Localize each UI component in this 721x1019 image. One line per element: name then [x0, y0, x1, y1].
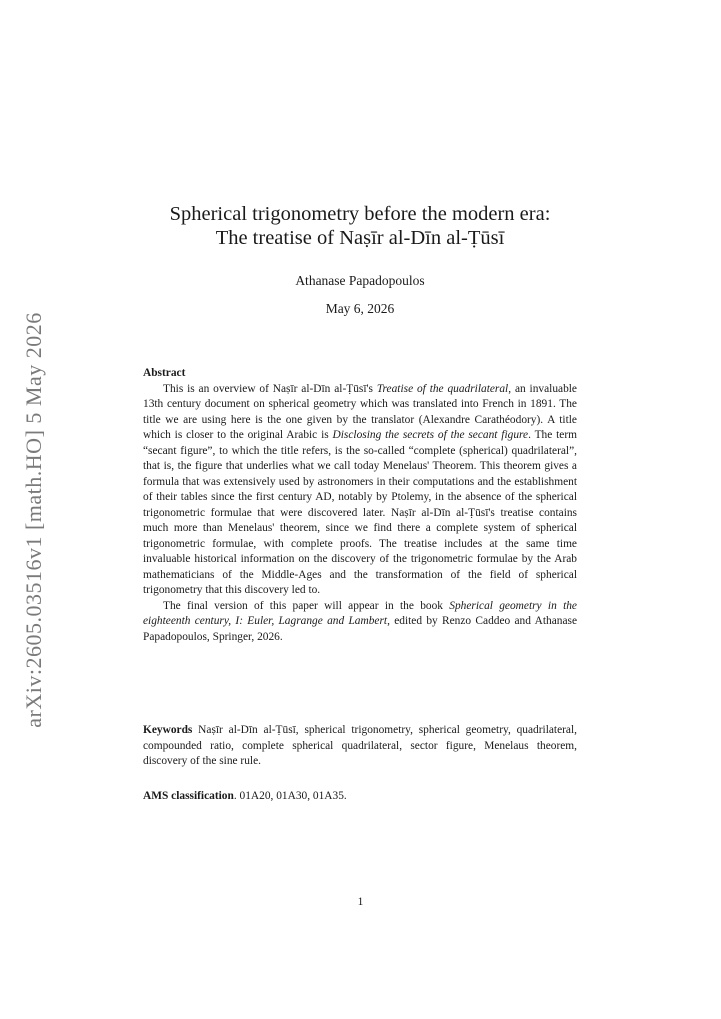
paper-title-line-1: Spherical trigonometry before the modern era:	[169, 203, 551, 225]
page-number: 1	[357, 896, 364, 908]
abstract-paragraph-1	[143, 382, 577, 599]
abstract-p2-italic-book-title: Spherical geometry in the eighteenth century, I: Euler, Lagrange and Lambert	[143, 599, 577, 627]
title-block	[143, 202, 577, 317]
abstract-section	[143, 366, 577, 645]
paper-date: May 6, 2026	[325, 301, 395, 316]
paper-author: Athanase Papadopoulos	[295, 273, 425, 288]
abstract-p2-text-a: The final version of this paper will appear in the book	[163, 599, 450, 612]
keywords-section	[143, 723, 577, 770]
ams-classification-label: AMS classification	[143, 790, 234, 802]
abstract-p1-text-b: , an invaluable 13th century document on spherical geometry which was translated into French in 1891. The title we are using here is the one given by the translator (Alexandre Carathéodory). A title which is closer to the original Arabic is	[143, 382, 577, 441]
abstract-paragraph-2	[143, 599, 577, 646]
abstract-heading: Abstract	[143, 367, 186, 379]
paper-title-line-2: The treatise of Naṣīr al-Dīn al-Ṭūsī	[215, 227, 505, 249]
ams-classification-section	[143, 789, 577, 805]
abstract-p1-text-c: . The term “secant figure”, to which the title refers, is the so-called “complete (spherical) quadrilateral”, that is, the figure that underlies what we call today Menelaus' Theorem. This theorem gives a formula that was extensively used by astronomers in their computations and the establishment of their tables since the first century AD, notably by Ptolemy, in the absence of the spherical trigonometric formulae that were discovered later. Naṣīr al-Dīn al-Ṭūsī's treatise contains much more than Menelaus' theorem, since we find there a complete system of spherical trigonometric formulae, with complete proofs. The treatise includes at the same time invaluable historical information on the discovery of the trigonometric formulae by the Arab mathematicians of the Middle-Ages and the transformation of the field of spherical trigonometry that this discovery led to.	[143, 429, 577, 596]
abstract-p1-text-a: This is an overview of Naṣīr al-Dīn al-Ṭūsī's	[163, 382, 377, 395]
ams-classification-text: . 01A20, 01A30, 01A35.	[233, 790, 347, 802]
abstract-p1-italic-title: Treatise of the quadrilateral	[376, 382, 509, 395]
abstract-p2-text-b: , edited by Renzo Caddeo and Athanase Papadopoulos, Springer, 2026.	[143, 615, 577, 643]
keywords-label: Keywords	[143, 724, 193, 736]
arxiv-identifier-stamp: arXiv:2605.03516v1 [math.HO] 5 May 2026	[21, 312, 46, 728]
keywords-text: Naṣīr al-Dīn al-Ṭūsī, spherical trigonometry, spherical geometry, quadrilateral, compounded ratio, complete spherical quadrilateral, sector figure, Menelaus theorem, discovery of the sine rule.	[143, 724, 577, 767]
abstract-p1-italic-arabic-title: Disclosing the secrets of the secant figure	[332, 429, 529, 441]
